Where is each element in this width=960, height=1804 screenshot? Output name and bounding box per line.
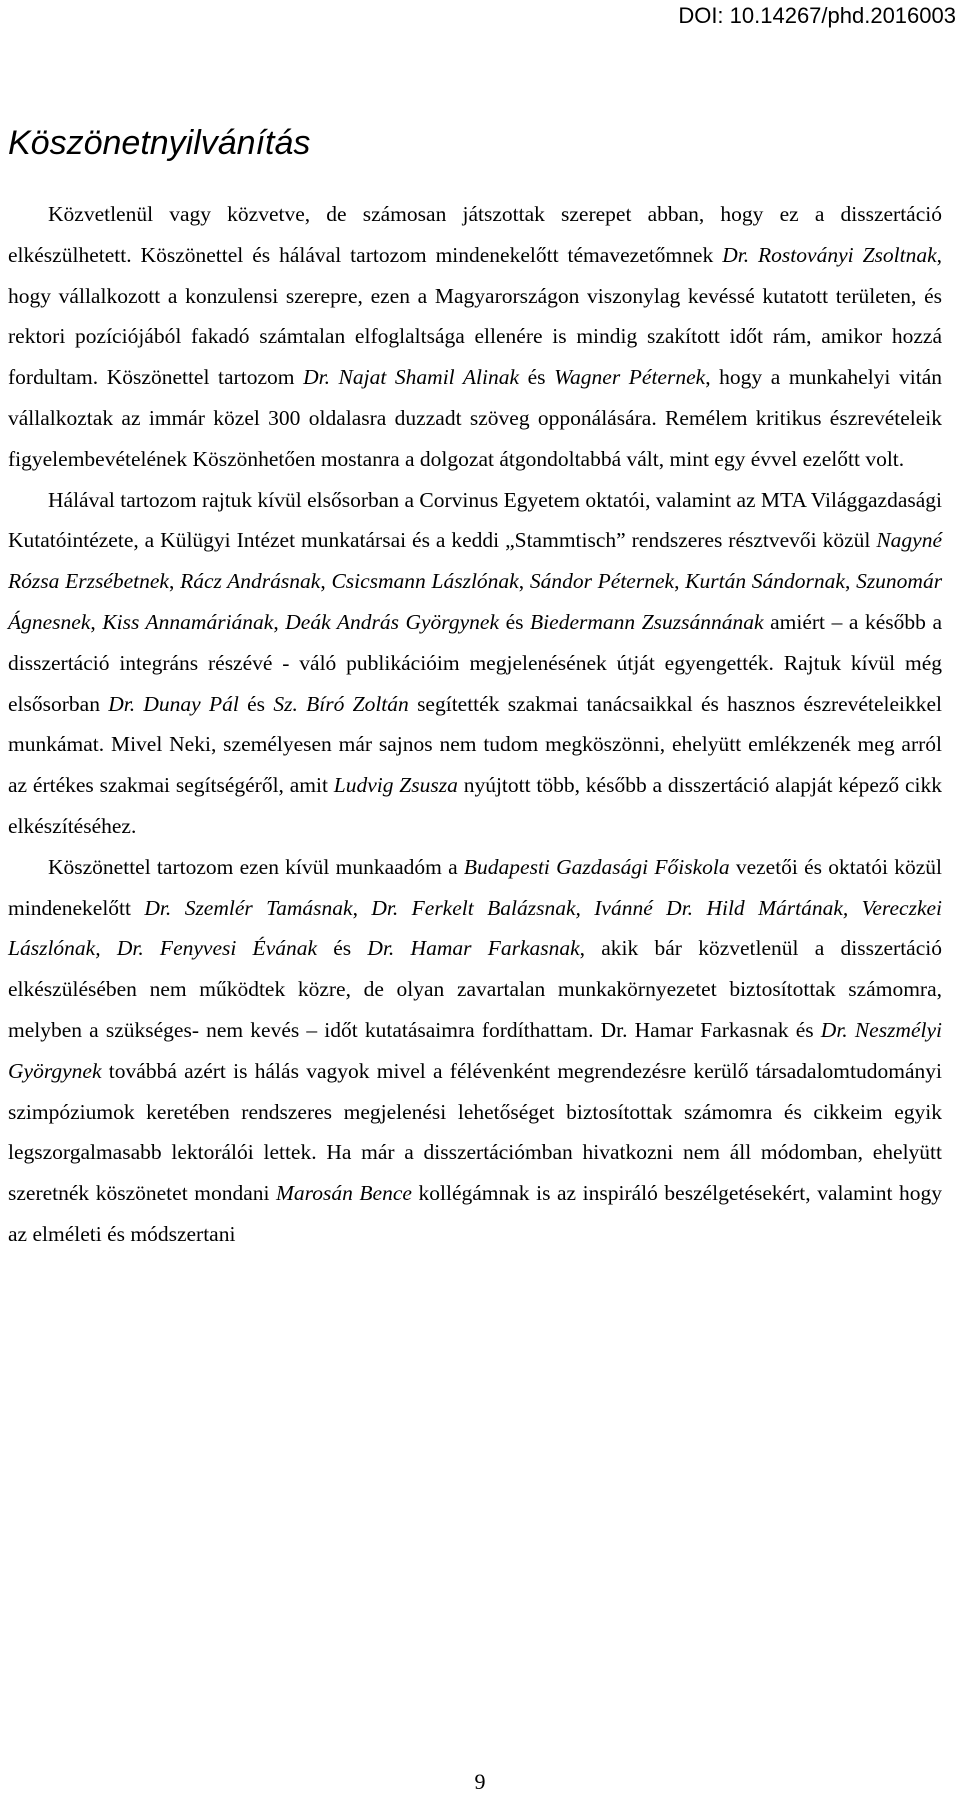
person-name: Nagyné Rózsa Erzsébetnek [8, 528, 942, 594]
person-name: Kurtán Sándornak [685, 569, 845, 594]
person-name: Dr. Neszmélyi Györgynek [8, 1017, 942, 1083]
text-segment: , [168, 569, 181, 594]
text-segment: és [317, 936, 368, 961]
text-segment: , hogy vállalkozott a konzulensi szerepre, ezen a Magyarországon viszonylag kevéssé kutatott területen, és rektori pozíciójából fakadó számtalan elfoglaltsága ellenére is mindig szakított időt rám, amikor hozzá fordultam. Köszönettel tartozom [8, 242, 943, 390]
text-segment: és [499, 609, 531, 634]
person-name: Marosán Bence [276, 1181, 412, 1206]
text-segment: nyújtott több, később a disszertáció alapját képező cikk elkészítéséhez. [8, 773, 943, 838]
person-name: Rácz Andrásnak [180, 569, 321, 594]
page-title: Köszönetnyilvánítás [8, 124, 311, 162]
institution-name: Budapesti Gazdasági Főiskola [463, 854, 730, 879]
person-name: Deák András Györgynek [285, 609, 500, 634]
text-segment: Közvetlenül vagy közvetve, de számosan játszottak szerepet abban, hogy ez a disszertáció elkészülhetett. Köszönettel és hálával tartozom mindenekelőtt témavezetőmnek [8, 202, 942, 267]
text-segment: , [352, 895, 372, 920]
text-segment: amiért – a később a disszertáció integráns részévé - váló publikációim megjelenésének útját egyengették. Rajtuk kívül még elsősorban [8, 609, 943, 716]
text-segment: , [320, 569, 332, 594]
text-segment: segítették szakmai tanácsaikkal és hasznos észrevételeikkel munkámat. Mivel Neki, személyesen már sajnos nem tudom megköszönni, ehelyütt emlékzenék meg arról az értékes szakmai segítségéről, amit [8, 691, 942, 798]
paragraph-1 [8, 194, 942, 480]
person-name: Dr. Ferkelt Balázsnak, Ivánné Dr. Hild Mártának, Vereczkei Lászlónak, Dr. Fenyvesi Évának [8, 895, 943, 961]
text-segment: Hálával tartozom rajtuk kívül elsősorban a Corvinus Egyetem oktatói, valamint az MTA Világgazdasági Kutatóintézete, a Külügyi Intézet munkatársai és a keddi „Stammtisch” rendszeres résztvevői közül [8, 487, 942, 553]
person-name: Csicsmann Lászlónak [331, 569, 519, 594]
text-segment: továbbá azért is hálás vagyok mivel a félévenként megrendezésre kerülő társadalomtudományi szimpóziumok keretében rendszeres megjelenési lehetőséget biztosítottak számomra és cikkeim egyik legszorgalmasabb lektorálói lettek. Ha már a disszertációmban hivatkozni nem áll módomban, ehelyütt szeretnék köszönetet mondani [8, 1058, 942, 1206]
person-name: Sz. Bíró Zoltán [273, 691, 409, 716]
person-name: Dr. Dunay Pál [108, 691, 239, 716]
person-name: Sándor Péternek [529, 569, 675, 594]
person-name: Dr. Najat Shamil Alinak [303, 365, 519, 390]
text-segment: kollégámnak is az inspiráló beszélgetésekért, valamint hogy az elméleti és módszertani [8, 1181, 942, 1246]
text-segment: és [518, 365, 555, 390]
document-body [8, 194, 942, 1255]
person-name: Dr. Szemlér Tamásnak [144, 895, 353, 920]
text-segment: , [518, 569, 530, 594]
person-name: Ludvig Zsusza [333, 773, 458, 798]
text-segment: vezetői és oktatói közül mindenekelőtt [8, 854, 942, 920]
person-name: Dr. Hamar Farkasnak [367, 936, 580, 961]
text-segment: , hogy a munkahelyi vitán vállalkoztak az immár közel 300 oldalasra duzzadt szöveg opponálására. Remélem kritikus észrevételeik figyelembevételének Köszönhetően mostanra a dolgozat átgondoltabbá vált, mint egy évvel ezelőtt volt. [8, 365, 942, 471]
person-name: Biedermann Zsuzsánnának [530, 609, 764, 634]
person-name: Szunomár Ágnesnek [8, 569, 943, 634]
text-segment: , [674, 569, 686, 594]
paragraph-3 [8, 847, 942, 1255]
person-name: Wagner Péternek [554, 365, 706, 390]
text-segment: Köszönettel tartozom ezen kívül munkaadóm a [48, 854, 464, 879]
paragraph-2 [8, 480, 942, 847]
person-name: Dr. Rostoványi Zsoltnak [722, 242, 937, 267]
page-number: 9 [474, 1769, 486, 1794]
text-segment: , [273, 609, 286, 634]
text-segment: , akik bár közvetlenül a disszertáció elkészülésében nem működtek közre, de olyan zavartalan munkakörnyezetet biztosítottak számomra, melyben a szükséges- nem kevés – időt kutatásaimra fordíthattam. Dr. Hamar Farkasnak és [8, 936, 942, 1042]
text-segment: , [90, 609, 103, 634]
text-segment: , [844, 569, 857, 594]
text-segment: és [238, 691, 274, 716]
doi-header: DOI: 10.14267/phd.2016003 [678, 3, 956, 28]
person-name: Kiss Annamáriának [102, 609, 274, 634]
